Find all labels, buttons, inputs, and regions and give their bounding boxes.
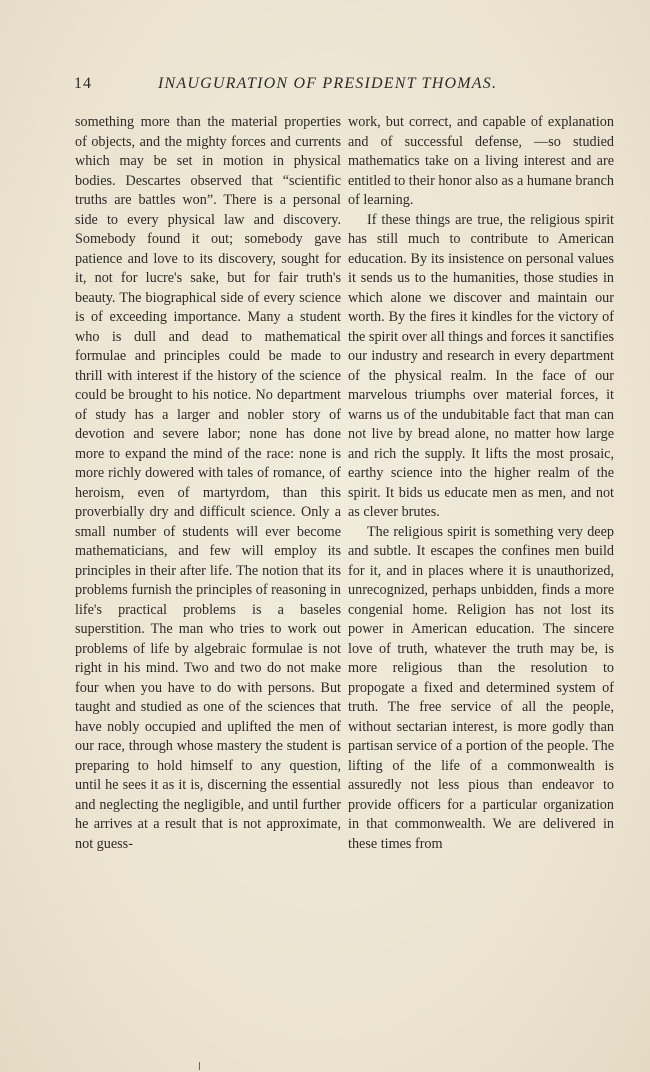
paragraph: work, but correct, and capable of explanation and of successful defense, —so studied mathematics take on a living interest and are entitled to their honor also as a humane branch of learning. — [348, 114, 614, 208]
running-title: INAUGURATION OF PRESIDENT THOMAS. — [158, 75, 498, 92]
page-number: 14 — [74, 75, 92, 92]
paragraph: something more than the material properties of objects, and the mighty forces and currents which may be set in motion in physical bodies. Descartes observed that “scientific truths are battles won”. There is a personal side to every physical law and discovery. Somebody found it out; somebody gave patience and love to its discovery, sought for it, not for lucre's sake, but for fair truth's beauty. The biographical side of every science is of exceeding importance. Many a student who is dull and dead to mathematical formulae and principles could be made to thrill with interest if the history of the science could be brought to his notice. No department of study has a larger and nobler story of devotion and severe labor; none has done more to expand the mind of the race: none is more richly dowered with tales of romance, of heroism, even of martyrdom, than this proverbially dry and difficult science. Only a small number of students will ever become mathematicians, and few will employ its principles in their after life. The notion that its problems furnish the principles of reasoning in life's practical problems is a baseles superstition. The man who tries to work out problems of life by algebraic formulae is not right in his mind. Two and two do not make four when you have to do with persons. But taught and studied as one of the sciences that have nobly occupied and uplifted the men of our race, through whose mastery the student is preparing to hold himself to any question, until he sees it as it is, discerning the essential and neglecting the negligible, and until further he arrives at a result that is not approximate, not guess- — [75, 114, 341, 852]
left-text-column — [75, 113, 341, 854]
page-header — [74, 75, 614, 99]
paragraph: The religious spirit is something very deep and subtle. It escapes the confines men build for it, and in places where it is unauthorized, unrecognized, perhaps unbidden, finds a more congenial home. Religion has not lost its power in American education. The sincere love of truth, whatever the truth may be, is more religious than the resolution to propogate a fixed and determined system of truth. The free service of all the people, without sectarian interest, is more godly than partisan service of a portion of the people. The lifting of the life of a commonwealth is assuredly not less pious than endeavor to provide officers for a particular organization in that commonwealth. We are delivered in these times from — [348, 523, 614, 852]
right-text-column — [348, 113, 614, 854]
paragraph: If these things are true, the religious spirit has still much to contribute to American education. By its insistence on personal values it sends us to the humanities, those studies in which alone we discover and maintain our worth. By the fires it kindles for the victory of the spirit over all things and forces it sanctifies our industry and research in every department of the physical realm. In the face of our marvelous triumphs over material forces, it warns us of the undubitable fact that man can not live by bread alone, no matter how large and rich the supply. It lifts the most prosaic, earthy science into the higher realm of the spirit. It bids us educate men as men, and not as clever brutes. — [348, 211, 614, 520]
printer-mark — [199, 1062, 200, 1070]
